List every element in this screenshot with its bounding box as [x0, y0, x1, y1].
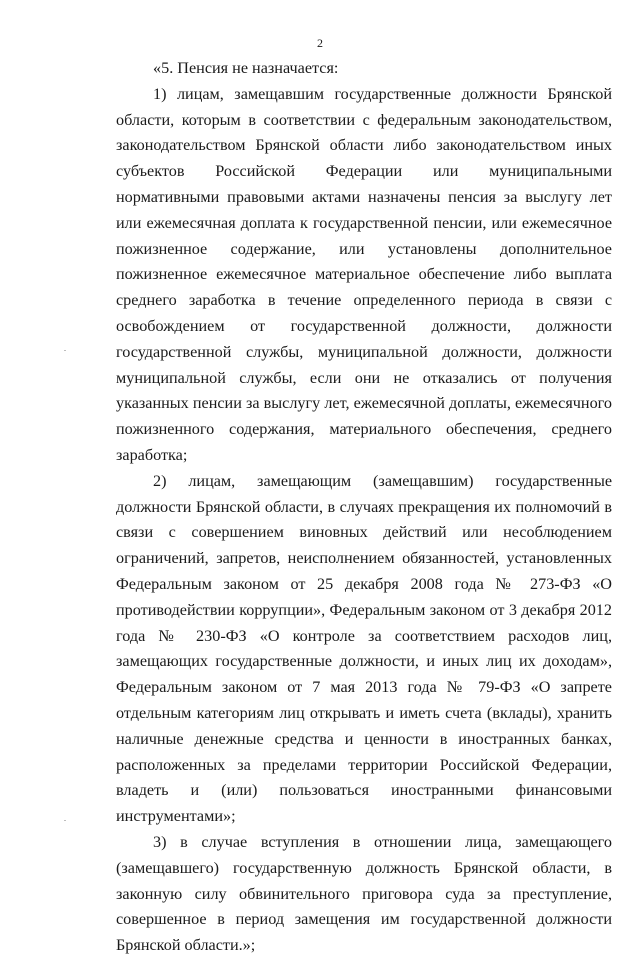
scan-speck: [64, 820, 66, 821]
page-number: 2: [317, 36, 323, 50]
paragraph-intro: «5. Пенсия не назначается:: [153, 59, 339, 77]
paragraph-item-1: 1) лицам, замещавшим государственные должности Брянской области, которым в соответствии с федеральным законодательством, законодательством Брянской области либо законодательством иных субъектов Российской Федерации или муниципальными нормативными правовыми актами назначены пенсия за выслугу лет или ежемесячная доплата к государственной пенсии, или ежемесячное пожизненное содержание, или установлены дополнительное пожизненное ежемесячное материальное обеспечение либо выплата среднего заработка в течение определенного периода в связи с освобождением от государственной должности, должности государственной службы, муниципальной должности, должности муниципальной службы, если они не отказались от получения указанных пенсии за выслугу лет, ежемесячной доплаты, ежемесячного пожизненного содержания, материального обеспечения, среднего заработка;: [116, 84, 612, 464]
paragraph-item-3: 3) в случае вступления в отношении лица, замещающего (замещавшего) государственную должность Брянской области, в законную силу обвинительного приговора суда за преступление, совершенное в период замещения им государственной должности Брянской области.»;: [116, 832, 612, 955]
scan-speck: [64, 350, 66, 351]
paragraph-item-2: 2) лицам, замещающим (замещавшим) государственные должности Брянской области, в случаях прекращения их полномочий в связи с совершением виновных действий или несоблюдением ограничений, запретов, неисполнением обязанностей, установленных Федеральным законом от 25 декабря 2008 года № 273-ФЗ «О противодействии коррупции», Федеральным законом от 3 декабря 2012 года № 230-ФЗ «О контроле за соответствием расходов лиц, замещающих государственные должности, и иных лиц их доходам», Федеральным законом от 7 мая 2013 года № 79-ФЗ «О запрете отдельным категориям лиц открывать и иметь счета (вклады), хранить наличные денежные средства и ценности в иностранных банках, расположенных за пределами территории Российской Федерации, владеть и (или) пользоваться иностранными финансовыми инструментами»;: [116, 471, 612, 826]
document-body: [116, 56, 612, 959]
